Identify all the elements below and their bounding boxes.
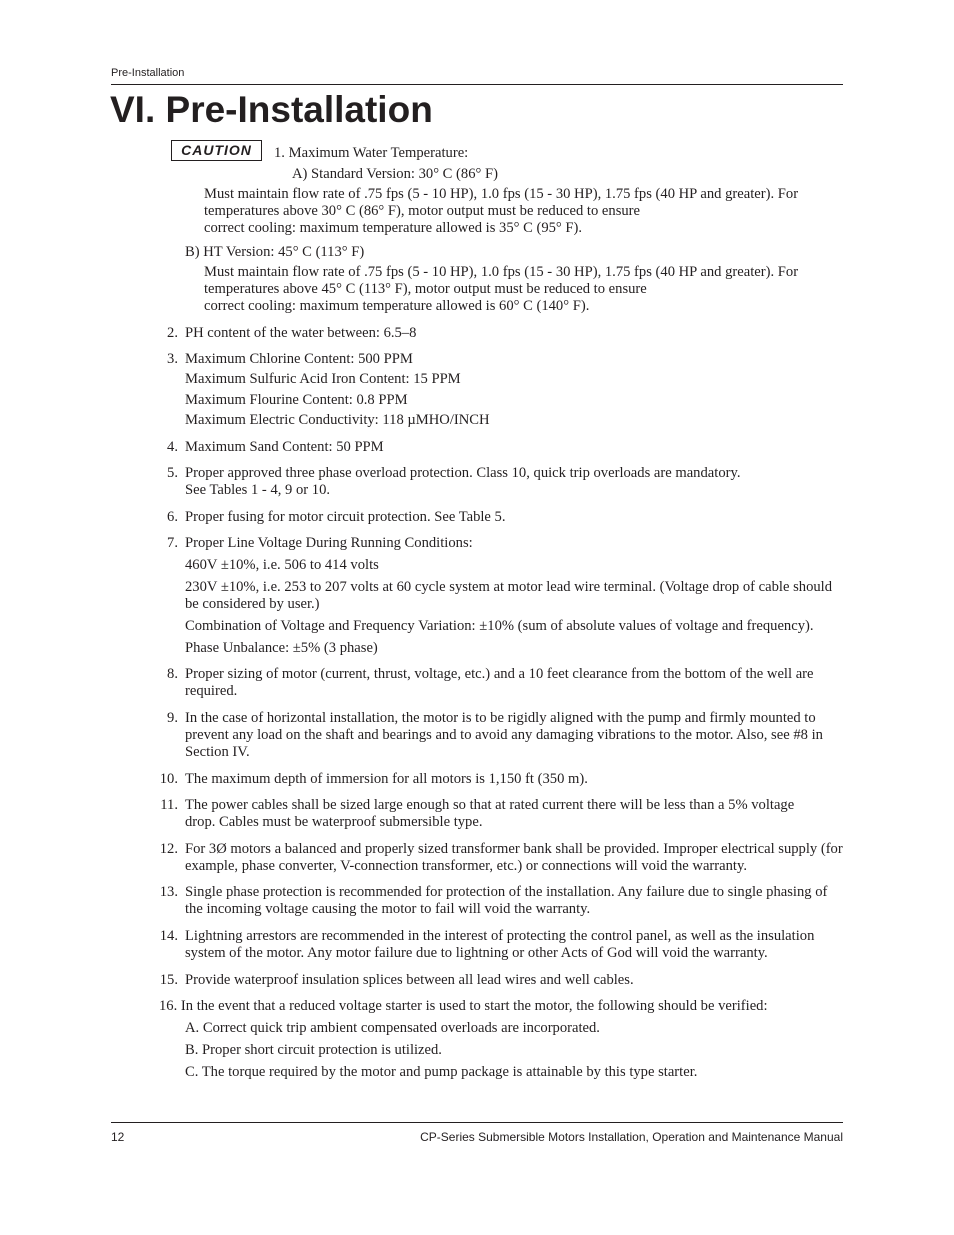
item-13-number: 13. bbox=[159, 884, 178, 900]
item-1b-text-2: correct cooling: maximum temperature allowed is 60° C (140° F). bbox=[204, 298, 590, 314]
item-7-number: 7. bbox=[167, 535, 178, 551]
item-5-number: 5. bbox=[167, 465, 178, 481]
item-3-number: 3. bbox=[167, 351, 178, 367]
item-1b-text: Must maintain flow rate of .75 fps (5 - 10 HP), 1.0 fps (15 - 30 HP), 1.75 fps (40 HP and greater). For temperatures above 45° C (113° F), motor output must be reduced to ensure bbox=[204, 264, 799, 297]
caution-badge: CAUTION bbox=[171, 140, 262, 161]
manual-title: CP-Series Submersible Motors Installation, Operation and Maintenance Manual bbox=[420, 1130, 843, 1144]
footer-rule bbox=[111, 1122, 843, 1123]
item-15-number: 15. bbox=[159, 972, 178, 988]
item-14-number: 14. bbox=[159, 928, 178, 944]
item-11-text: The power cables shall be sized large enough so that at rated current there will be less than a 5% voltage drop. Cables must be waterproof submersible type. bbox=[185, 797, 795, 830]
item-4-number: 4. bbox=[167, 439, 178, 455]
item-7-line-2: 230V ±10%, i.e. 253 to 207 volts at 60 cycle system at motor lead wire terminal. (Voltage drop of cable should be considered by user.) bbox=[185, 579, 833, 612]
item-2-text: PH content of the water between: 6.5–8 bbox=[185, 325, 417, 341]
item-3-line-3: Maximum Flourine Content: 0.8 PPM bbox=[185, 392, 408, 408]
page-title: VI. Pre-Installation bbox=[110, 89, 433, 130]
page-number: 12 bbox=[111, 1130, 125, 1144]
item-2-number: 2. bbox=[167, 325, 178, 341]
item-1-text: Maximum Water Temperature: bbox=[288, 145, 469, 161]
item-1b-heading: B) HT Version: 45° C (113° F) bbox=[185, 244, 365, 260]
item-14-text: Lightning arrestors are recommended in the interest of protecting the control panel, as well as the insulation system of the motor. Any motor failure due to lightning or other Acts of God will void the warranty. bbox=[185, 928, 815, 961]
item-5-text-2: See Tables 1 - 4, 9 or 10. bbox=[185, 482, 331, 498]
item-3-line-2: Maximum Sulfuric Acid Iron Content: 15 PPM bbox=[185, 371, 461, 387]
item-10-number: 10. bbox=[159, 771, 178, 787]
item-1-number: 1. bbox=[274, 145, 285, 161]
item-16-text: 16. In the event that a reduced voltage starter is used to start the motor, the following should be verified: bbox=[159, 998, 768, 1014]
item-10-text: The maximum depth of immersion for all motors is 1,150 ft (350 m). bbox=[185, 771, 588, 787]
item-12-text: For 3Ø motors a balanced and properly sized transformer bank shall be provided. Improper electrical supply (for example, phase converter, V-connection transformer, etc.) or connections will void the warranty. bbox=[185, 841, 843, 874]
item-12-number: 12. bbox=[159, 841, 178, 857]
item-9-text: In the case of horizontal installation, the motor is to be rigidly aligned with the pump and firmly mounted to prevent any load on the shaft and bearings and to avoid any damaging vibrations to the motor. Also, see #8 in Section IV. bbox=[185, 710, 823, 760]
item-1-title bbox=[274, 145, 468, 162]
item-4-text: Maximum Sand Content: 50 PPM bbox=[185, 439, 384, 455]
item-1a-text: Must maintain flow rate of .75 fps (5 - 10 HP), 1.0 fps (15 - 30 HP), 1.75 fps (40 HP and greater). For temperatures above 30° C (86° F), motor output must be reduced to ensure bbox=[204, 186, 799, 219]
item-3-line-4: Maximum Electric Conductivity: 118 µMHO/INCH bbox=[185, 412, 490, 428]
item-3-line-1: Maximum Chlorine Content: 500 PPM bbox=[185, 351, 413, 367]
item-7-line-4: Phase Unbalance: ±5% (3 phase) bbox=[185, 640, 378, 656]
item-8-number: 8. bbox=[167, 666, 178, 682]
item-8-text: Proper sizing of motor (current, thrust, voltage, etc.) and a 10 feet clearance from the bottom of the well are required. bbox=[185, 666, 814, 699]
item-5-text: Proper approved three phase overload protection. Class 10, quick trip overloads are mandatory. bbox=[185, 465, 741, 481]
item-7-line-3: Combination of Voltage and Frequency Variation: ±10% (sum of absolute values of voltage and frequency). bbox=[185, 618, 814, 634]
item-7-line-1: 460V ±10%, i.e. 506 to 414 volts bbox=[185, 557, 379, 573]
item-6-text: Proper fusing for motor circuit protection. See Table 5. bbox=[185, 509, 506, 525]
item-16a-text: A. Correct quick trip ambient compensated overloads are incorporated. bbox=[185, 1020, 600, 1036]
item-16b-text: B. Proper short circuit protection is utilized. bbox=[185, 1042, 442, 1058]
item-6-number: 6. bbox=[167, 509, 178, 525]
item-11-number: 11. bbox=[160, 797, 178, 813]
item-16c-text: C. The torque required by the motor and pump package is attainable by this type starter. bbox=[185, 1064, 698, 1080]
section-running-head: Pre-Installation bbox=[111, 67, 185, 79]
item-9-number: 9. bbox=[167, 710, 178, 726]
item-13-text: Single phase protection is recommended for protection of the installation. Any failure due to single phasing of the incoming voltage causing the motor to fail will void the warranty. bbox=[185, 884, 828, 917]
item-1a-heading: A) Standard Version: 30° C (86° F) bbox=[292, 166, 498, 182]
header-rule bbox=[111, 84, 843, 85]
item-1a-text-2: correct cooling: maximum temperature allowed is 35° C (95° F). bbox=[204, 220, 583, 236]
item-15-text: Provide waterproof insulation splices between all lead wires and well cables. bbox=[185, 972, 634, 988]
item-7-text: Proper Line Voltage During Running Conditions: bbox=[185, 535, 473, 551]
